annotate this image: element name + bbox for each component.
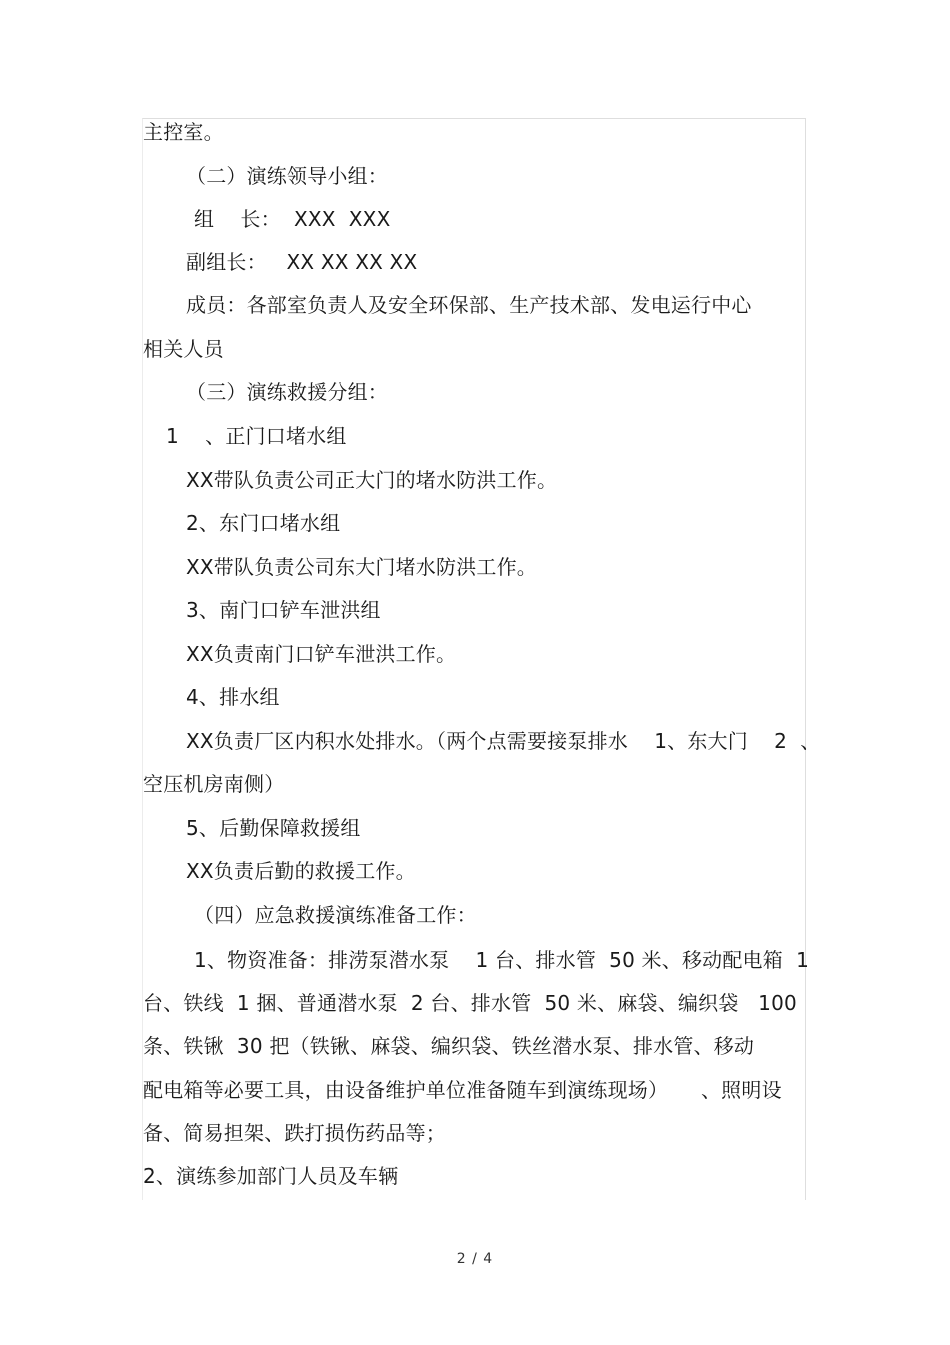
text-line: 副组长： XX XX XX XX bbox=[186, 250, 418, 274]
text-line: 条、铁锹 30 把（铁锹、麻袋、编织袋、铁丝潜水泵、排水管、移动 bbox=[143, 1034, 755, 1058]
list-item: 2、东门口堵水组 bbox=[186, 511, 341, 535]
list-item: 1 、正门口堵水组 bbox=[166, 424, 347, 448]
text-line: 台、铁线 1 捆、普通潜水泵 2 台、排水管 50 米、麻袋、编织袋 100 bbox=[143, 991, 797, 1015]
text-line: 空压机房南侧） bbox=[143, 772, 285, 796]
text-line: XX带队负责公司正大门的堵水防洪工作。 bbox=[186, 468, 558, 492]
list-item: 4、排水组 bbox=[186, 685, 280, 709]
page-indicator: 2 / 4 bbox=[456, 1251, 494, 1267]
list-item: 2、演练参加部门人员及车辆 bbox=[143, 1164, 399, 1188]
text-line: 配电箱等必要工具，由设备维护单位准备随车到演练现场） 、照明设 bbox=[143, 1078, 782, 1102]
text-line: XX负责后勤的救援工作。 bbox=[186, 859, 416, 883]
text-line: 主控室。 bbox=[143, 120, 224, 144]
text-line: 相关人员 bbox=[143, 337, 224, 361]
section-heading: （三）演练救援分组： bbox=[186, 380, 388, 404]
list-item: 3、南门口铲车泄洪组 bbox=[186, 598, 381, 622]
section-heading: （四）应急救援演练准备工作： bbox=[194, 903, 477, 927]
list-item: 5、后勤保障救援组 bbox=[186, 816, 361, 840]
text-line: 1、物资准备：排涝泵潜水泵 1 台、排水管 50 米、移动配电箱 1 bbox=[194, 948, 809, 972]
section-heading: （二）演练领导小组： bbox=[186, 164, 388, 188]
text-line: XX负责南门口铲车泄洪工作。 bbox=[186, 642, 457, 666]
text-line: 备、简易担架、跌打损伤药品等； bbox=[143, 1121, 446, 1145]
text-line: XX负责厂区内积水处排水。（两个点需要接泵排水 1、东大门 2 、 bbox=[186, 729, 821, 753]
text-line: 组 长： XXX XXX bbox=[194, 207, 391, 231]
text-line: XX带队负责公司东大门堵水防洪工作。 bbox=[186, 555, 538, 579]
text-line: 成员：各部室负责人及安全环保部、生产技术部、发电运行中心 bbox=[186, 293, 752, 317]
